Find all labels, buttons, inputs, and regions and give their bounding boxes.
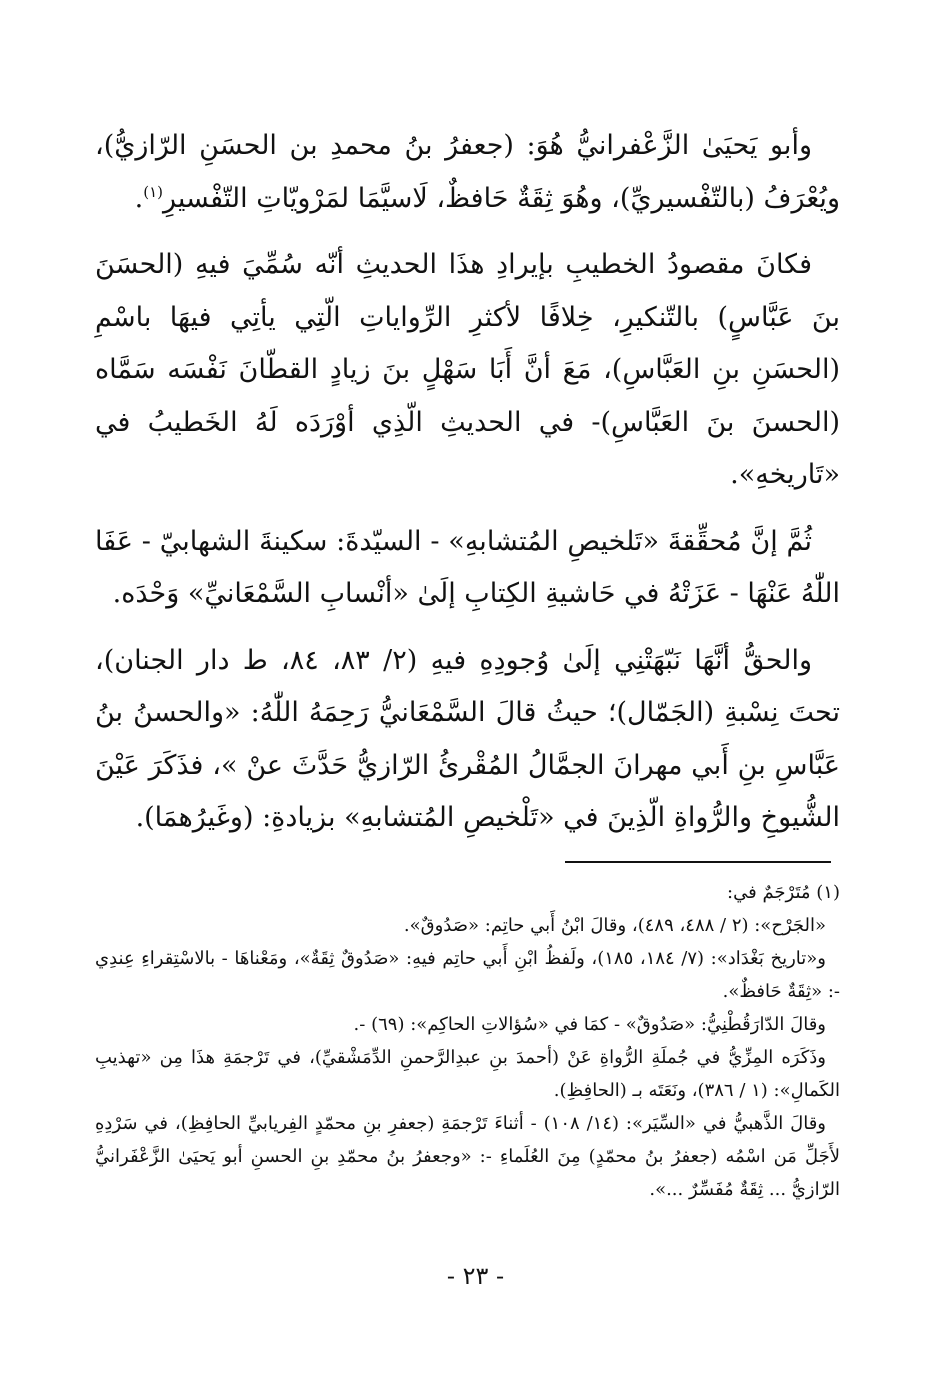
- paragraph-1: [95, 120, 840, 225]
- footnote-line: وقالَ الذَّهبيُّ في «السِّيَر»: (١٤/ ١٠٨) - أثناءَ تَرْجمَةِ (جعفرِ بنِ محمّدٍ الفِريابيِّ الحافِظِ)، في سَرْدِهِ لأَجَلِّ مَن اسْمُه (جعفرُ بنُ محمّدٍ) مِنَ العُلَماءِ -: «وجعفرُ بنُ محمّدِ بنِ الحسنِ أبو يَحيَىٰ الزَّعْفَرانيُّ الرّازيُّ ... ثِقَةٌ مُفَسِّرٌ ...».: [95, 1113, 840, 1200]
- main-text: [95, 120, 840, 859]
- footnotes: [95, 876, 840, 1206]
- footnote-heading: (١) مُتَرْجَمٌ في:: [727, 882, 840, 903]
- paragraph-1-text: وأبو يَحيَىٰ الزَّعْفرانيُّ هُوَ: (جعفرُ بنُ محمدِ بن الحسَنِ الرّازيُّ)، ويُعْرَفُ (بالتّفْسيريِّ)، وهُوَ ثِقَةٌ حَافظٌ، لَاسيَّمَا لمَرْويّاتِ التّفْسيرِ: [95, 130, 840, 214]
- footnote-line: وذَكَرَه المِزِّيُّ في جُملَةِ الرُّواةِ عَنْ (أحمدَ بنِ عبدِالرَّحمنِ الدِّمَشْقيِّ)، في تَرْجمَةِ هذَا مِن «تهذيبِ الكَمالِ»: (١ / ٣٨٦)، ونَعَتَه بـ (الحافِظِ).: [95, 1047, 840, 1101]
- sentence-end-mark: .: [134, 182, 144, 214]
- footnote-line: «الجَرْح»: (٢ / ٤٨٨، ٤٨٩)، وقالَ ابْنُ أَبي حاتِم: «صَدُوقٌ».: [403, 915, 826, 936]
- paragraph-2: فكانَ مقصودُ الخطيبِ بإيرادِ هذَا الحديثِ أنّه سُمِّيَ فيهِ (الحسَنَ بنَ عَبَّاسٍ) بالتّنكيرِ، خِلافًا لأكثرِ الرِّواياتِ الّتِي يأتِي فيهَا باسْمِ (الحسَنِ بنِ العَبَّاسِ)، مَعَ أنَّ أَبَا سَهْلٍ بنَ زيادٍ القطّانَ نَفْسَه سَمَّاه (الحسنَ بنَ العَبَّاسِ)- في الحديثِ الّذِي أوْرَدَه لَهُ الخَطيبُ في «تَاريخهِ».: [95, 249, 840, 490]
- footnote-divider: [565, 861, 831, 863]
- paragraph-4: والحقُّ أنَّهَا نَبّهَتْنِي إلَىٰ وُجودِهِ فيهِ (٢/ ٨٣، ٨٤، ط دار الجنان)، تحتَ نِسْبةِ (الجَمّال)؛ حيثُ قالَ السَّمْعَانيُّ رَحِمَهُ اللّٰهُ: «والحسنُ بنُ عَبَّاسِ بنِ أَبي مهرانَ الجمَّالُ المُقْرئُ الرّازيُّ حَدَّثَ عنْ »، فذَكَرَ عَيْنَ الشُّيوخِ والرُّواةِ الّذِينَ في «تَلْخيصِ المُتشابهِ» بزيادةِ: (وغَيرُهمَا).: [95, 644, 840, 833]
- page-number: - ٢٣ -: [446, 1262, 505, 1290]
- footnote-reference: (١): [143, 182, 163, 201]
- paragraph-3: ثُمَّ إنَّ مُحقِّقةَ «تَلخيصِ المُتشابهِ» - السيّدةَ: سكينةَ الشهابيّ - عَفَا اللّٰهُ عَنْهَا - عَزَتْهُ في حَاشيةِ الكِتابِ إلَىٰ «أنْسابِ السَّمْعَانيِّ» وَحْدَه.: [95, 525, 840, 609]
- footnote-line: وقالَ الدّارَقُطْنِيُّ: «صَدُوقٌ» - كمَا في «سُؤالاتِ الحاكِم»: (٦٩) -.: [353, 1014, 826, 1035]
- footnote-line: و«تاريخ بَغْدَاد»: (٧/ ١٨٤، ١٨٥)، ولَفظُ ابْنِ أَبي حاتِم فيهِ: «صَدُوقٌ ثِقَةٌ»، ومَعْناهَا - بالاسْتِقراءِ عِندِي -: «ثِقَةٌ حَافظٌ».: [95, 948, 840, 1002]
